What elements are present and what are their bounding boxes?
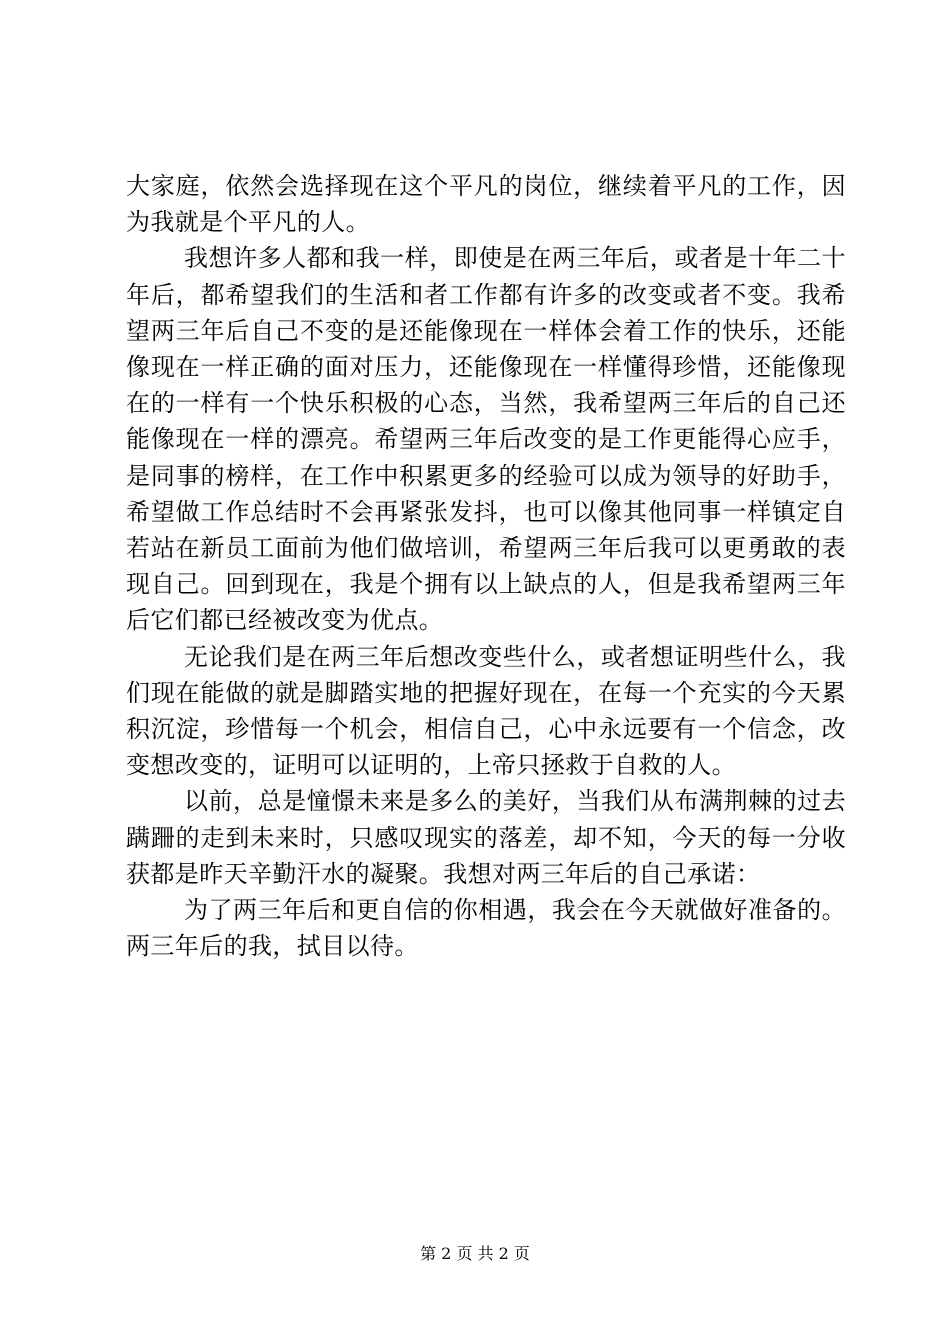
paragraph-past-reflection: 以前，总是憧憬未来是多么的美好，当我们从布满荆棘的过去蹒跚的走到未来时，只感叹现实的落差，却不知，今天的每一分收获都是昨天辛勤汗水的凝聚。我想对两三年后的自己承诺： [126,787,846,888]
page-footer: 第 2 页 共 2 页 [420,1244,530,1263]
paragraph-future-hopes: 我想许多人都和我一样，即使是在两三年后，或者是十年二十年后，都希望我们的生活和者工作都有许多的改变或者不变。我希望两三年后自己不变的是还能像现在一样体会着工作的快乐，还能像现在一样正确的面对压力，还能像现在一样懂得珍惜，还能像现在的一样有一个快乐积极的心态，当然，我希望两三年后的自己还能像现在一样的漂亮。希望两三年后改变的是工作更能得心应手，是同事的榜样，在工作中积累更多的经验可以成为领导的好助手，希望做工作总结时不会再紧张发抖，也可以像其他同事一样镇定自若站在新员工面前为他们做培训，希望两三年后我可以更勇敢的表现自己。回到现在，我是个拥有以上缺点的人，但是我希望两三年后它们都已经被改变为优点。 [126,244,846,635]
paragraph-promise: 为了两三年后和更自信的你相遇，我会在今天就做好准备的。两三年后的我，拭目以待。 [126,896,846,961]
paragraph-present-action: 无论我们是在两三年后想改变些什么，或者想证明些什么，我们现在能做的就是脚踏实地的把握好现在，在每一个充实的今天累积沉淀，珍惜每一个机会，相信自己，心中永远要有一个信念，改变想改变的，证明可以证明的，上帝只拯救于自救的人。 [126,642,846,780]
document-body [126,168,846,964]
paragraph-continuation: 大家庭，依然会选择现在这个平凡的岗位，继续着平凡的工作，因为我就是个平凡的人。 [126,172,846,237]
